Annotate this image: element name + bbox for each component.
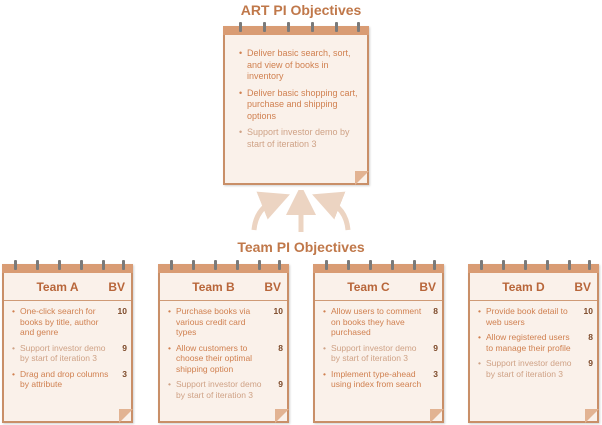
team-card-a (2, 264, 133, 423)
business-value: 9 (433, 342, 438, 353)
objective-text: Support investor demo by start of iteration 3 (331, 342, 417, 363)
team-objective-list (12, 306, 127, 395)
objective-text: Deliver basic shopping cart, purchase and shipping options (247, 87, 358, 121)
art-objectives-card (223, 26, 369, 185)
team-header (470, 276, 597, 301)
objective-text: Implement type-ahead using index from search (331, 368, 422, 389)
team-objective-list (478, 306, 593, 384)
art-objective-list (239, 48, 363, 155)
business-value: 10 (273, 306, 283, 316)
business-value: 9 (122, 342, 127, 353)
objective-text: Support investor demo by start of iteration 3 (247, 127, 350, 149)
rollup-arrows (246, 190, 356, 234)
team-objective-item: • Drag and drop columns by attribute 3 (12, 368, 127, 389)
page-fold (585, 409, 599, 423)
business-value: 3 (122, 368, 127, 379)
team-header (315, 276, 442, 301)
art-objective-item: • Deliver basic search, sort, and view of books in inventory (239, 48, 351, 81)
binder-rings (470, 260, 597, 270)
team-header (4, 276, 131, 301)
team-objective-list (323, 306, 438, 395)
business-value: 8 (433, 306, 438, 316)
team-name: Team C (347, 280, 390, 294)
team-name: Team A (36, 280, 79, 294)
business-value: 10 (117, 306, 127, 316)
business-value: 9 (588, 358, 593, 368)
objective-text: Deliver basic search, sort, and view of books in inventory (247, 48, 351, 81)
team-objective-item: • Support investor demo by start of iteration 3 9 (478, 358, 593, 379)
objective-text: One-click search for books by title, author and genre (20, 306, 99, 337)
business-value: 8 (588, 332, 593, 342)
objective-text: Allow registered users to manage their profile (486, 332, 571, 353)
binder-rings (4, 260, 131, 270)
business-value: 3 (433, 368, 438, 379)
team-name: Team B (192, 280, 235, 294)
team-objective-item: • Implement type-ahead using index from search 3 (323, 368, 438, 389)
art-objective-item: • Deliver basic shopping cart, purchase and shipping options (239, 87, 358, 121)
left-arrow (254, 200, 276, 230)
team-card-b (158, 264, 289, 423)
business-value: 8 (278, 342, 283, 353)
binder-rings (225, 22, 367, 32)
objective-text: Allow customers to choose their optimal shipping option (176, 342, 253, 374)
page-fold (275, 409, 289, 423)
page-fold (430, 409, 444, 423)
team-objective-item: • Allow customers to choose their optimal shipping option 8 (168, 342, 283, 374)
bv-label: BV (264, 280, 281, 294)
binder-rings (160, 260, 287, 270)
team-objective-item: • Support investor demo by start of iteration 3 9 (323, 342, 438, 363)
team-objective-item: • One-click search for books by title, author and genre 10 (12, 306, 127, 337)
team-name: Team D (502, 280, 545, 294)
binder-rings (315, 260, 442, 270)
bv-label: BV (108, 280, 125, 294)
bv-label: BV (419, 280, 436, 294)
objective-text: Drag and drop columns by attribute (20, 368, 109, 389)
business-value: 10 (583, 306, 593, 316)
objective-text: Support investor demo by start of iteration 3 (176, 379, 262, 400)
bv-label: BV (574, 280, 591, 294)
team-objectives-title: Team PI Objectives (237, 239, 365, 255)
page-fold (119, 409, 133, 423)
team-objective-list (168, 306, 283, 405)
objective-text: Provide book detail to web users (486, 306, 568, 327)
objective-text: Support investor demo by start of iteration 3 (20, 342, 106, 363)
right-arrow (326, 200, 348, 230)
team-objective-item: • Provide book detail to web users 10 (478, 306, 593, 327)
art-objective-item: • Support investor demo by start of iteration 3 (239, 127, 350, 149)
art-objectives-title: ART PI Objectives (240, 2, 362, 18)
team-card-d (468, 264, 599, 423)
objective-text: Support investor demo by start of iteration 3 (486, 358, 572, 379)
team-objective-item: • Purchase books via various credit card types 10 (168, 306, 283, 337)
team-objective-item: • Support investor demo by start of iteration 3 9 (168, 379, 283, 400)
team-objective-item: • Allow registered users to manage their profile 8 (478, 332, 593, 353)
objective-text: Purchase books via various credit card types (176, 306, 251, 337)
team-card-c (313, 264, 444, 423)
business-value: 9 (278, 379, 283, 389)
objective-text: Allow users to comment on books they have purchased (331, 306, 422, 337)
page-fold (355, 171, 369, 185)
team-objective-item: • Allow users to comment on books they have purchased 8 (323, 306, 438, 337)
team-header (160, 276, 287, 301)
team-objective-item: • Support investor demo by start of iteration 3 9 (12, 342, 127, 363)
